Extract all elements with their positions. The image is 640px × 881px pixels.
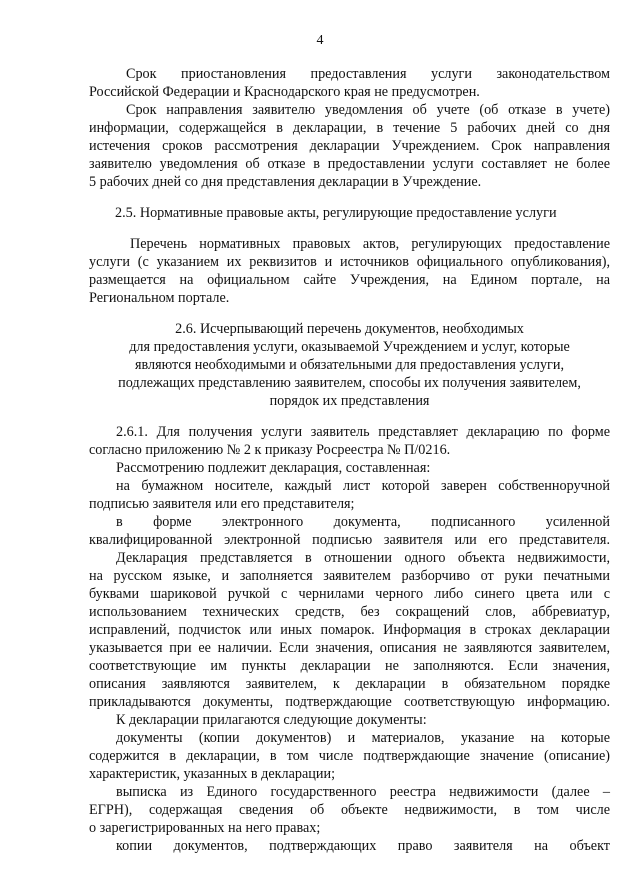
- text-line: копии документов, подтверждающих право заявителя на объект: [116, 838, 610, 854]
- text-line: подписью заявителя или его представителя;: [89, 496, 355, 512]
- text-line: о зарегистрированных на него правах;: [89, 820, 321, 836]
- section-heading: подлежащих представлению заявителем, способы их получения заявителем,: [118, 375, 581, 391]
- text-line: Срок направления заявителю уведомления об учете (об отказе в учете): [126, 102, 610, 118]
- text-line: документы (копии документов) и материалов, указание на которые: [116, 730, 610, 746]
- text-line: на русском языке, и заполняется заявителем разборчиво от руки печатными: [89, 568, 610, 584]
- text-line: Срок приостановления предоставления услуги законодательством: [126, 66, 610, 82]
- text-line: содержится в декларации, в том числе подтверждающие значение (описание): [89, 748, 610, 764]
- text-line: Перечень нормативных правовых актов, регулирующих предоставление: [130, 236, 610, 252]
- text-line: исправлений, подчисток или иных помарок. Информация в строках декларации: [89, 622, 610, 638]
- text-line: Региональном портале.: [89, 290, 230, 306]
- text-line: прикладываются документы, подтверждающие соответствующую информацию.: [89, 694, 610, 710]
- text-line: в форме электронного документа, подписанного усиленной: [116, 514, 610, 530]
- text-line: Российской Федерации и Краснодарского края не предусмотрен.: [89, 84, 480, 100]
- text-line: Декларация представляется в отношении одного объекта недвижимости,: [116, 550, 610, 566]
- text-line: ЕГРН), содержащая сведения об объекте недвижимости, в том числе: [89, 802, 610, 818]
- section-heading: порядок их представления: [269, 393, 430, 409]
- text-line: Рассмотрению подлежит декларация, составленная:: [116, 460, 431, 476]
- text-line: информации, содержащейся в декларации, в течение 5 рабочих дней со дня: [89, 120, 610, 136]
- text-line: 5 рабочих дней со дня представления декларации в Учреждение.: [89, 174, 482, 190]
- text-line: использованием технических средств, без сокращений слов, аббревиатур,: [89, 604, 610, 620]
- text-line: на бумажном носителе, каждый лист которой заверен собственноручной: [116, 478, 610, 494]
- text-line: квалифицированной электронной подписью заявителя или его представителя.: [89, 532, 610, 548]
- text-line: выписка из Единого государственного реестра недвижимости (далее –: [116, 784, 610, 800]
- section-heading: 2.5. Нормативные правовые акты, регулирующие предоставление услуги: [115, 205, 557, 221]
- text-line: характеристик, указанных в декларации;: [89, 766, 336, 782]
- text-line: согласно приложению № 2 к приказу Росреестра № П/0216.: [89, 442, 451, 458]
- section-heading: 2.6. Исчерпывающий перечень документов, необходимых: [175, 321, 524, 337]
- text-line: 2.6.1. Для получения услуги заявитель представляет декларацию по форме: [116, 424, 610, 440]
- text-line: размещается на официальном сайте Учреждения, на Едином портале, на: [89, 272, 610, 288]
- text-line: буквами шариковой ручкой с чернилами черного либо синего цвета или с: [89, 586, 610, 602]
- section-heading: являются необходимыми и обязательными для предоставления услуги,: [134, 357, 565, 373]
- text-line: К декларации прилагаются следующие документы:: [116, 712, 427, 728]
- section-heading: для предоставления услуги, оказываемой Учреждением и услуг, которые: [129, 339, 570, 355]
- page-number: 4: [316, 33, 324, 48]
- text-line: указывается при ее наличии. Если значения, описания не заявляются заявителем,: [89, 640, 610, 656]
- text-line: услуги (с указанием их реквизитов и источников официального опубликования),: [89, 254, 610, 270]
- text-line: истечения сроков рассмотрения декларации Учреждением. Срок направления: [89, 138, 610, 154]
- text-line: заявителю уведомления об отказе в предоставлении услуги составляет не более: [89, 156, 610, 172]
- text-line: описания заявляются заявителем, к декларации в обязательном порядке: [89, 676, 610, 692]
- text-line: соответствующие им пункты декларации не заполняются. Если значения,: [89, 658, 610, 674]
